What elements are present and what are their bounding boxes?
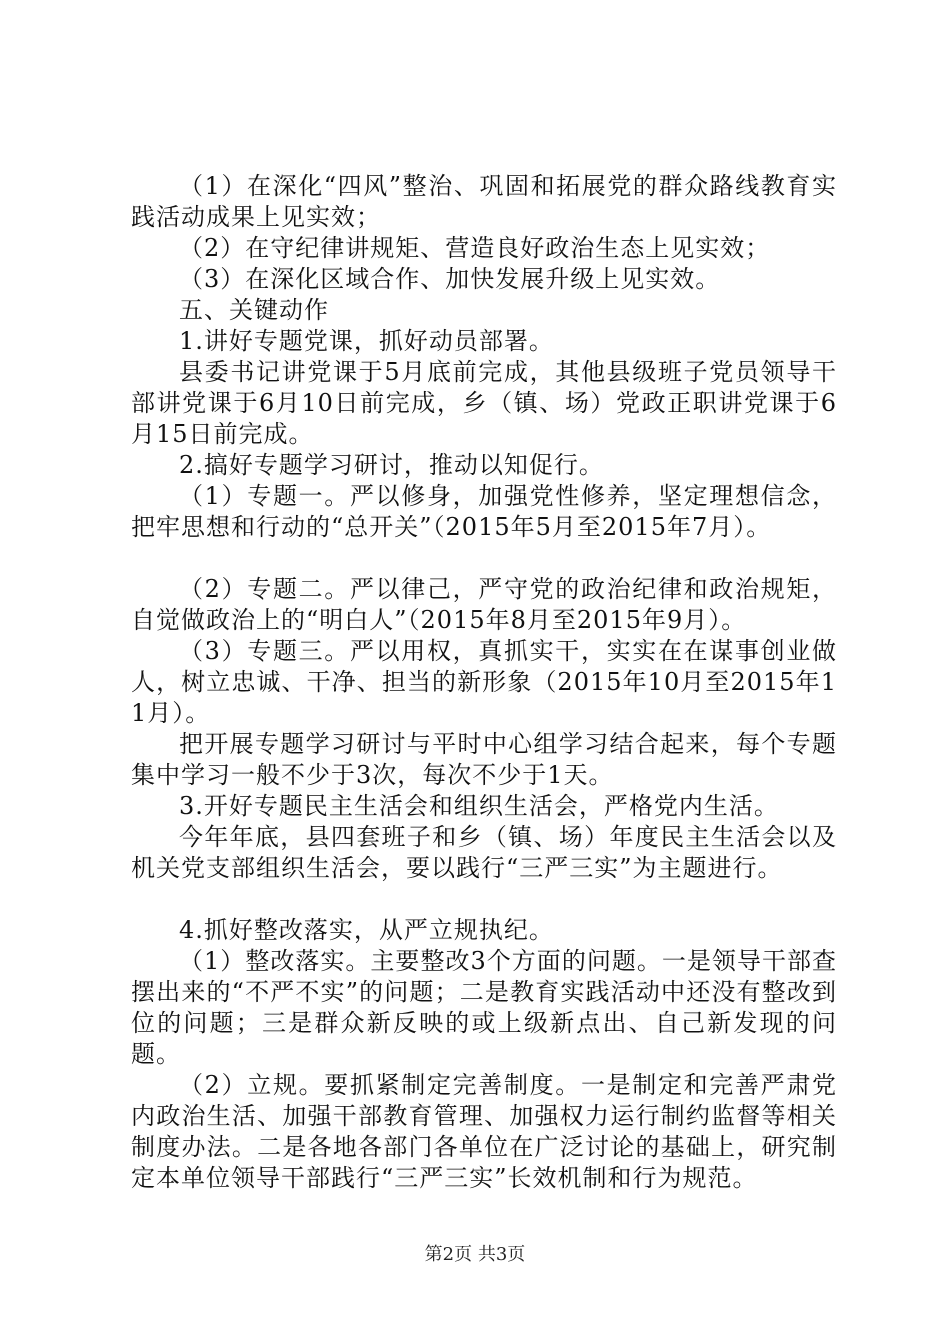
section-heading-key-actions: 五、关键动作 (179, 296, 329, 324)
document-body (131, 171, 837, 1194)
paragraph-rectification: （1）整改落实。主要整改3个方面的问题。一是领导干部查摆出来的“不严不实”的问题；二是教育实践活动中还没有整改到位的问题；三是群众新反映的或上级新点出、自己新发现的问题。 (131, 947, 837, 1068)
page-number-footer: 第2页 共3页 (424, 1244, 526, 1265)
paragraph-action-1-body: 县委书记讲党课于5月底前完成，其他县级班子党员领导干部讲党课于6月10日前完成，乡（镇、场）党政正职讲党课于6月15日前完成。 (131, 358, 837, 448)
paragraph-topic-3: （3）专题三。严以用权，真抓实干，实实在在谋事创业做人，树立忠诚、干净、担当的新形象（2015年10月至2015年11月）。 (131, 637, 837, 727)
paragraph-action-2-title: 2.搞好专题学习研讨，推动以知促行。 (179, 451, 604, 479)
paragraph-action-3-body: 今年年底，县四套班子和乡（镇、场）年度民主生活会以及机关党支部组织生活会，要以践行“三严三实”为主题进行。 (131, 823, 837, 882)
paragraph-regulation: （2）立规。要抓紧制定完善制度。一是制定和完善严肃党内政治生活、加强干部教育管理、加强权力运行制约监督等相关制度办法。二是各地各部门各单位在广泛讨论的基础上，研究制定本单位领导干部践行“三严三实”长效机制和行为规范。 (131, 1071, 837, 1192)
paragraph-action-1-title: 1.讲好专题党课，抓好动员部署。 (179, 327, 554, 355)
paragraph-goal-2: （2）在守纪律讲规矩、营造良好政治生态上见实效； (179, 234, 771, 262)
paragraph-action-3-title: 3.开好专题民主生活会和组织生活会，严格党内生活。 (179, 792, 779, 820)
paragraph-goal-3: （3）在深化区域合作、加快发展升级上见实效。 (179, 265, 721, 293)
paragraph-study-requirement: 把开展专题学习研讨与平时中心组学习结合起来，每个专题集中学习一般不少于3次，每次不少于1天。 (131, 730, 837, 789)
paragraph-topic-1: （1）专题一。严以修身，加强党性修养，坚定理想信念，把牢思想和行动的“总开关”（2015年5月至2015年7月）。 (131, 482, 837, 541)
paragraph-goal-1: （1）在深化“四风”整治、巩固和拓展党的群众路线教育实践活动成果上见实效； (131, 172, 837, 231)
paragraph-topic-2: （2）专题二。严以律己，严守党的政治纪律和政治规矩，自觉做政治上的“明白人”（2015年8月至2015年9月）。 (131, 575, 837, 634)
paragraph-action-4-title: 4.抓好整改落实，从严立规执纪。 (179, 916, 554, 944)
